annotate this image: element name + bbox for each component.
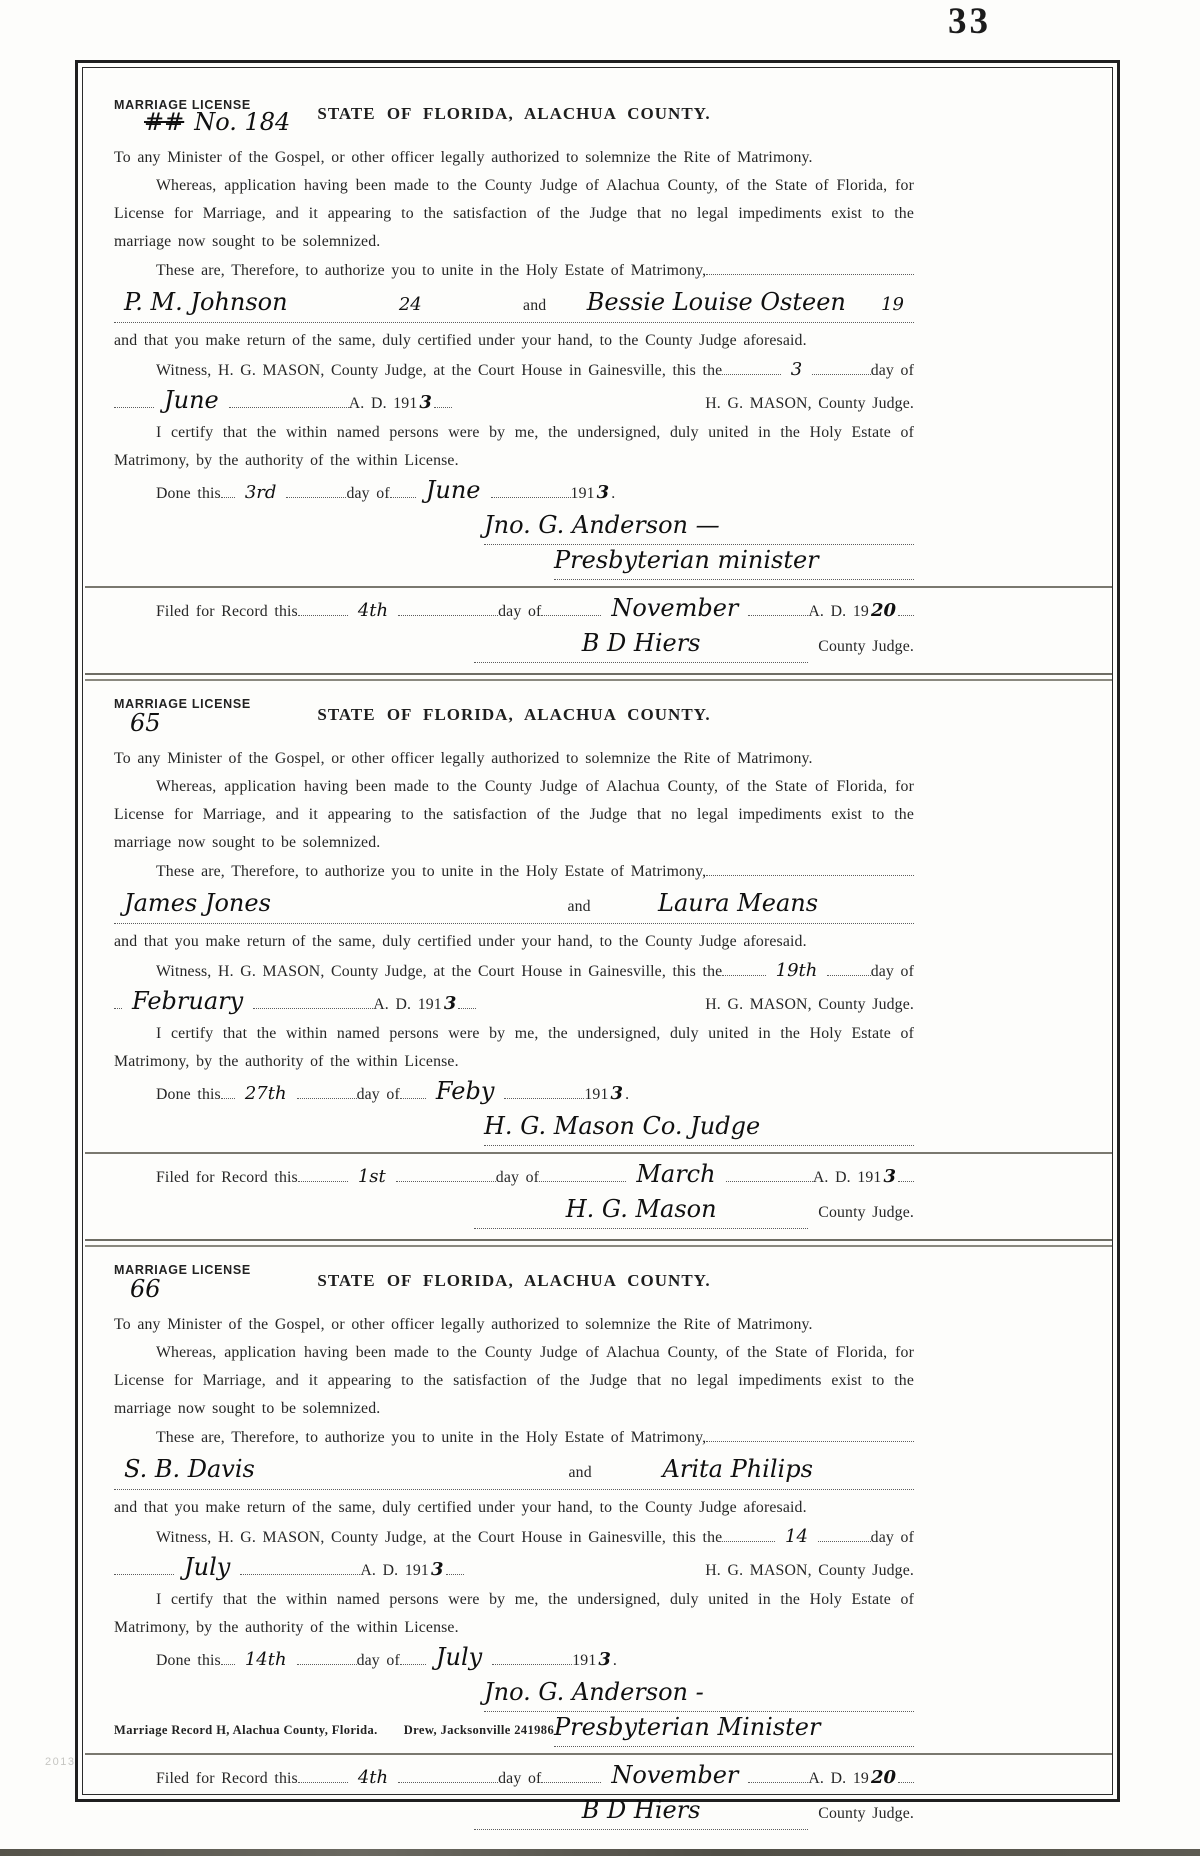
day-of-label: day of: [346, 485, 390, 502]
return-line: and that you make return of the same, duly certified under your hand, to the County Judge aforesaid.: [114, 933, 807, 950]
dotted-leader: [722, 374, 780, 375]
witness-line: [114, 957, 914, 986]
filed-day: 4th: [357, 600, 389, 621]
ad-year-label: A. D. 191: [373, 996, 442, 1013]
section-header: [114, 681, 914, 745]
dotted-leader: [298, 1782, 348, 1783]
dotted-leader: [446, 1574, 464, 1575]
filed-signature-row: [474, 1194, 914, 1229]
ad-year-label: A. D. 191: [348, 395, 418, 412]
dotted-leader: [541, 615, 601, 616]
return-line: and that you make return of the same, duly certified under your hand, to the County Judge aforesaid.: [114, 1499, 807, 1516]
section-header: [114, 1247, 914, 1311]
marriage-license-label: MARRIAGE LICENSE: [114, 1263, 251, 1277]
marriage-license-label: MARRIAGE LICENSE: [114, 98, 251, 112]
done-line: [114, 1077, 914, 1109]
filed-year-prefix: A. D. 19: [808, 1770, 869, 1787]
whereas-paragraph: Whereas, application having been made to the County Judge of Alachua County, of the State of Florida, for License for Marriage, and it appearing to the satisfaction of the Judge that no legal impediments exist to the marriage now sought to be solemnized.: [114, 1344, 914, 1417]
dotted-leader: [221, 497, 235, 498]
dotted-leader: [504, 1098, 584, 1099]
authorize-line: [114, 1424, 914, 1452]
judge-signature-block: [484, 1111, 914, 1146]
bride-age: 19: [881, 294, 904, 315]
dotted-leader: [812, 374, 870, 375]
and-label: and: [523, 297, 547, 314]
section-separator: [85, 1239, 1112, 1247]
ad-year-label: A. D. 191: [360, 1562, 429, 1579]
filed-signature: H. G. Mason: [565, 1195, 717, 1223]
certify-paragraph: I certify that the within named persons were by me, the undersigned, duly united in the Holy Estate of Matrimony, by the authority of the within License.: [114, 424, 914, 469]
witness-year-digit: 3: [443, 993, 457, 1014]
and-label: and: [568, 1464, 592, 1481]
done-year-digit: 3: [610, 1083, 624, 1104]
license-number-value: No. 184: [194, 108, 291, 136]
filed-signature: B D Hiers: [581, 1796, 701, 1824]
filed-label: Filed for Record this: [156, 603, 298, 620]
marriage-license-record-184: [114, 68, 914, 663]
addressee-line: To any Minister of the Gospel, or other officer legally authorized to solemnize the Rite of Matrimony.: [114, 149, 813, 166]
done-year-digit: 3: [596, 482, 610, 503]
dotted-leader: [114, 1574, 174, 1575]
day-of-label: day of: [870, 963, 915, 980]
filed-year-prefix: A. D. 19: [808, 603, 869, 620]
dotted-leader: [298, 1181, 348, 1182]
divider-line: [85, 586, 1112, 588]
done-this-label: Done this: [156, 1652, 221, 1669]
filed-year-digits: 20: [870, 1767, 896, 1788]
witness-text: Witness, H. G. MASON, County Judge, at the Court House in Gainesville, this the: [156, 963, 723, 980]
divider-line: [85, 1152, 1112, 1154]
done-day: 27th: [244, 1083, 287, 1104]
day-of-label: day of: [870, 362, 915, 379]
document-frame: [75, 60, 1120, 1824]
filed-month: November: [611, 1761, 739, 1789]
filed-label: Filed for Record this: [156, 1770, 298, 1787]
authorize-line: [114, 858, 914, 886]
witness-text: Witness, H. G. MASON, County Judge, at the Court House in Gainesville, this the: [156, 1529, 723, 1546]
witness-text: Witness, H. G. MASON, County Judge, at the Court House in Gainesville, this the: [156, 362, 723, 379]
done-year-prefix: 191: [572, 1652, 597, 1669]
document-content: [114, 68, 914, 1830]
judge-name-right: H. G. MASON, County Judge.: [705, 395, 914, 412]
dotted-leader: [286, 497, 346, 498]
names-line: [114, 887, 914, 924]
dotted-leader: [706, 1441, 914, 1442]
record-footer-left: Marriage Record H, Alachua County, Florida.: [114, 1723, 378, 1737]
done-this-label: Done this: [156, 1086, 221, 1103]
dotted-leader: [492, 1664, 572, 1665]
county-judge-label: County Judge.: [818, 1204, 914, 1221]
dotted-leader: [706, 875, 914, 876]
state-title: STATE OF FLORIDA, ALACHUA COUNTY.: [317, 1271, 711, 1290]
dotted-leader: [706, 274, 914, 275]
state-title: STATE OF FLORIDA, ALACHUA COUNTY.: [317, 705, 711, 724]
dotted-leader: [539, 1181, 626, 1182]
dotted-leader: [114, 407, 154, 408]
filed-year-prefix: A. D. 191: [812, 1169, 882, 1186]
judge-signature: H. G. Mason Co. Judge: [484, 1112, 761, 1140]
judge-name-right: H. G. MASON, County Judge.: [705, 996, 914, 1013]
filed-label: Filed for Record this: [156, 1169, 298, 1186]
dotted-leader: [726, 1181, 813, 1182]
dotted-leader: [253, 1008, 373, 1009]
filed-line: [114, 594, 914, 626]
witness-day: 3: [790, 359, 803, 380]
marriage-license-record-65: [114, 681, 914, 1229]
divider-line: [85, 1753, 1112, 1755]
signature-row: [554, 1712, 914, 1747]
signature-row: [484, 1677, 914, 1712]
county-judge-label: County Judge.: [818, 1805, 914, 1822]
dotted-leader: [398, 615, 498, 616]
day-of-label: day of: [495, 1169, 540, 1186]
witness-month: June: [164, 386, 219, 414]
filed-day: 1st: [357, 1166, 386, 1187]
done-day: 14th: [244, 1649, 287, 1670]
filed-year-digits: 3: [883, 1166, 897, 1187]
groom-age: 24: [398, 294, 422, 315]
dotted-leader: [221, 1664, 235, 1665]
done-line: [114, 476, 914, 508]
done-year-prefix: 191: [570, 485, 595, 502]
dotted-leader: [898, 1181, 914, 1182]
addressee-line: To any Minister of the Gospel, or other officer legally authorized to solemnize the Rite of Matrimony.: [114, 750, 813, 767]
groom-name: James Jones: [124, 889, 271, 917]
witness-day: 19th: [775, 960, 818, 981]
authorize-text: These are, Therefore, to authorize you to unite in the Holy Estate of Matrimony,: [156, 863, 707, 880]
dotted-leader: [298, 615, 348, 616]
groom-name: P. M. Johnson: [124, 288, 288, 316]
authorize-line: [114, 257, 914, 285]
witness-month: July: [184, 1553, 231, 1581]
dotted-leader: [114, 1008, 122, 1009]
minister-signature-block: [484, 510, 914, 580]
dotted-leader: [722, 1541, 775, 1542]
done-month: June: [425, 476, 481, 504]
dotted-leader: [898, 615, 914, 616]
dotted-leader: [240, 1574, 360, 1575]
authorize-text: These are, Therefore, to authorize you to unite in the Holy Estate of Matrimony,: [156, 1429, 707, 1446]
done-month: Feby: [435, 1077, 495, 1105]
filed-month: November: [611, 594, 739, 622]
record-footer-right: Drew, Jacksonville 241986: [403, 1723, 555, 1737]
day-of-label: day of: [870, 1529, 914, 1546]
section-header: [114, 68, 914, 144]
done-month: July: [435, 1643, 483, 1671]
filed-signature-row: [474, 628, 914, 663]
filed-year-digits: 20: [870, 600, 896, 621]
witness-line: [114, 356, 914, 385]
minister-title: Presbyterian Minister: [554, 1713, 821, 1741]
month-line: [114, 987, 914, 1019]
witness-year-digit: 3: [419, 392, 432, 413]
names-line: [114, 286, 914, 323]
license-number: 65: [130, 709, 161, 737]
dotted-leader: [458, 1008, 476, 1009]
minister-signature: Jno. G. Anderson —: [484, 511, 720, 539]
witness-day: 14: [785, 1526, 808, 1547]
names-line: [114, 1453, 914, 1490]
dotted-leader: [297, 1098, 357, 1099]
witness-line: [114, 1523, 914, 1552]
and-label: and: [567, 898, 591, 915]
dotted-leader: [297, 1664, 357, 1665]
filed-day: 4th: [357, 1767, 389, 1788]
dotted-leader: [827, 975, 870, 976]
bride-name: Laura Means: [658, 889, 819, 917]
day-of-label: day of: [356, 1652, 400, 1669]
page-number: 33: [948, 1, 991, 42]
dotted-leader: [722, 975, 765, 976]
dotted-leader: [491, 497, 571, 498]
certify-paragraph: I certify that the within named persons were by me, the undersigned, duly united in the Holy Estate of Matrimony, by the authority of the within License.: [114, 1591, 914, 1636]
dotted-leader: [400, 1098, 426, 1099]
minister-signature: Jno. G. Anderson -: [484, 1678, 704, 1706]
dotted-leader: [818, 1541, 871, 1542]
done-year-digit: 3: [598, 1649, 611, 1670]
filed-signature: B D Hiers: [581, 629, 701, 657]
witness-year-digit: 3: [430, 1559, 444, 1580]
dotted-leader: [748, 1782, 808, 1783]
period: .: [612, 1652, 618, 1669]
day-of-label: day of: [498, 1770, 542, 1787]
day-of-label: day of: [356, 1086, 400, 1103]
dotted-leader: [541, 1782, 601, 1783]
done-year-prefix: 191: [584, 1086, 609, 1103]
marriage-license-label: MARRIAGE LICENSE: [114, 697, 251, 711]
signature-row: [484, 510, 914, 545]
bride-name: Bessie Louise Osteen: [586, 288, 846, 316]
month-line: [114, 386, 914, 418]
filed-month: March: [636, 1160, 716, 1188]
county-judge-label: County Judge.: [818, 638, 914, 655]
minister-title: Presbyterian minister: [554, 546, 819, 574]
dotted-leader: [390, 497, 416, 498]
section-separator: [85, 673, 1112, 681]
period: .: [625, 1086, 630, 1103]
license-number-struck: ##: [144, 108, 185, 136]
judge-name-right: H. G. MASON, County Judge.: [705, 1562, 914, 1579]
groom-name: S. B. Davis: [124, 1455, 255, 1483]
scan-edge-artifact: [0, 1849, 1200, 1856]
dotted-leader: [748, 615, 808, 616]
whereas-paragraph: Whereas, application having been made to the County Judge of Alachua County, of the State of Florida, for License for Marriage, and it appearing to the satisfaction of the Judge that no legal impediments exist to the marriage now sought to be solemnized.: [114, 177, 914, 250]
dotted-leader: [434, 407, 452, 408]
witness-month: February: [132, 987, 244, 1015]
bride-name: Arita Philips: [662, 1455, 813, 1483]
certify-paragraph: I certify that the within named persons were by me, the undersigned, duly united in the Holy Estate of Matrimony, by the authority of the within License.: [114, 1025, 914, 1070]
done-line: [114, 1643, 914, 1675]
dotted-leader: [898, 1782, 914, 1783]
signature-line: [474, 628, 808, 663]
return-line: and that you make return of the same, duly certified under your hand, to the County Judge aforesaid.: [114, 332, 807, 349]
month-line: [114, 1553, 914, 1585]
state-title: STATE OF FLORIDA, ALACHUA COUNTY.: [317, 104, 711, 123]
filed-signature-row: [474, 1795, 914, 1830]
whereas-paragraph: Whereas, application having been made to the County Judge of Alachua County, of the State of Florida, for License for Marriage, and it appearing to the satisfaction of the Judge that no legal impediments exist to the marriage now sought to be solemnized.: [114, 778, 914, 851]
done-this-label: Done this: [156, 485, 221, 502]
document-frame-inner: [82, 67, 1113, 1824]
dotted-leader: [400, 1664, 426, 1665]
license-number: 66: [130, 1275, 161, 1303]
addressee-line: To any Minister of the Gospel, or other officer legally authorized to solemnize the Rite of Matrimony.: [114, 1316, 813, 1333]
signature-row: [484, 1111, 914, 1146]
dotted-leader: [229, 407, 349, 408]
day-of-label: day of: [498, 603, 542, 620]
filed-line: [114, 1160, 914, 1192]
marriage-license-record-66: [114, 1247, 914, 1830]
dotted-leader: [396, 1181, 496, 1182]
dotted-leader: [221, 1098, 235, 1099]
signature-line: [474, 1795, 808, 1830]
signature-line: [474, 1194, 808, 1229]
scan-watermark: 2013: [45, 1756, 76, 1768]
record-footer: [114, 1723, 580, 1738]
authorize-text: These are, Therefore, to authorize you to unite in the Holy Estate of Matrimony,: [156, 262, 707, 279]
dotted-leader: [398, 1782, 498, 1783]
filed-line: [114, 1761, 914, 1793]
done-day: 3rd: [244, 482, 277, 503]
signature-row: [554, 545, 914, 580]
period: .: [611, 485, 616, 502]
